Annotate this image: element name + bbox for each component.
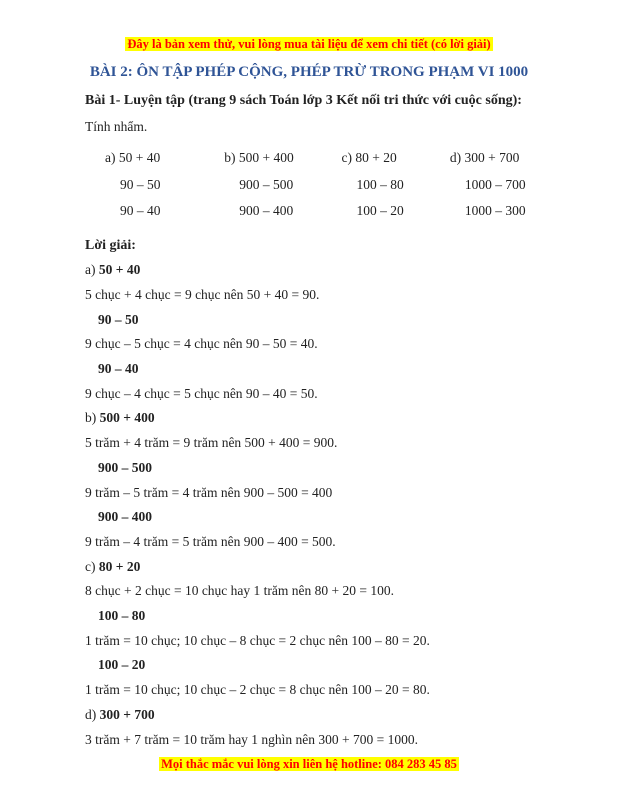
problem-item xyxy=(450,145,578,172)
solution-section xyxy=(85,258,578,752)
problem-expression: 500 + 400 xyxy=(238,150,294,165)
problem-expression: 50 + 40 xyxy=(118,150,161,165)
solution-explain-line: 5 chục + 4 chục = 9 chục nên 50 + 40 = 90. xyxy=(85,286,320,302)
solution-part-line xyxy=(85,555,578,580)
problem-label: d) xyxy=(449,150,465,165)
solution-part-expression: 80 + 20 xyxy=(98,558,141,574)
problem-item xyxy=(342,145,450,172)
solution-part-line xyxy=(85,703,578,728)
solution-explain-line: 1 trăm = 10 chục; 10 chục – 8 chục = 2 chục nên 100 – 80 = 20. xyxy=(85,632,430,648)
solution-explain-line: 9 trăm – 5 trăm = 4 trăm nên 900 – 500 = 400 xyxy=(85,484,333,500)
solution-sub-expression: 90 – 50 xyxy=(98,311,139,327)
solution-subexpr-line xyxy=(85,604,578,629)
problem-item xyxy=(105,145,224,172)
solution-heading: Lời giải: xyxy=(85,237,136,253)
solution-explain-line: 8 chục + 2 chục = 10 chục hay 1 trăm nên 80 + 20 = 100. xyxy=(85,583,395,599)
problem-item: 100 – 80 xyxy=(356,176,404,192)
solution-subexpr-line xyxy=(85,308,578,333)
problem-expression: 300 + 700 xyxy=(464,150,520,165)
problem-column-a xyxy=(105,145,224,225)
hotline-banner xyxy=(0,757,618,772)
document-body xyxy=(0,90,618,752)
solution-sub-expression: 900 – 500 xyxy=(98,459,152,475)
solution-part-expression: 300 + 700 xyxy=(99,706,155,722)
solution-sub-expression: 100 – 80 xyxy=(98,608,146,624)
solution-subexpr-line xyxy=(85,653,578,678)
problem-item: 900 – 400 xyxy=(239,203,294,218)
solution-subexpr-line xyxy=(85,456,578,481)
problem-column-b xyxy=(224,145,341,225)
solution-part-expression: 500 + 400 xyxy=(99,410,155,426)
solution-explain-line: 9 trăm – 4 trăm = 5 trăm nên 900 – 400 = 500. xyxy=(85,533,336,549)
lesson-title: BÀI 2: ÔN TẬP PHÉP CỘNG, PHÉP TRỪ TRONG PHẠM VI 1000 xyxy=(89,64,529,80)
problems-grid xyxy=(105,145,578,225)
problem-expression: 80 + 20 xyxy=(355,150,397,165)
solution-sub-expression: 90 – 40 xyxy=(98,361,139,377)
solution-part-label: c) xyxy=(85,558,99,574)
solution-sub-expression: 100 – 20 xyxy=(98,657,146,673)
solution-sub-expression: 900 – 400 xyxy=(98,509,152,525)
solution-part-label: d) xyxy=(85,706,100,722)
solution-explain-line: 5 trăm + 4 trăm = 9 trăm nên 500 + 400 = 900. xyxy=(85,435,338,451)
solution-explain-line: 9 chục – 5 chục = 4 chục nên 90 – 50 = 40. xyxy=(85,336,318,352)
solution-part-label: a) xyxy=(85,262,99,278)
solution-part-line xyxy=(85,406,578,431)
problem-item xyxy=(224,145,341,172)
problem-label: b) xyxy=(224,150,239,165)
problem-item: 90 – 50 xyxy=(120,176,161,192)
problem-item: 90 – 40 xyxy=(120,203,161,218)
exercise-heading: Bài 1- Luyện tập (trang 9 sách Toán lớp 3 Kết nối tri thức với cuộc sống): xyxy=(85,93,522,108)
instruction-text: Tính nhẩm. xyxy=(85,119,148,134)
solution-part-line xyxy=(85,258,578,283)
solution-explain-line: 1 trăm = 10 chục; 10 chục – 2 chục = 8 chục nên 100 – 20 = 80. xyxy=(85,682,430,698)
problem-label: c) xyxy=(341,150,356,165)
preview-banner xyxy=(0,0,618,52)
solution-explain-line: 3 trăm + 7 trăm = 10 trăm hay 1 nghìn nên 300 + 700 = 1000. xyxy=(85,731,419,747)
problem-label: a) xyxy=(105,150,119,165)
problem-item: 900 – 500 xyxy=(239,176,294,192)
problem-column-c xyxy=(342,145,450,225)
solution-part-expression: 50 + 40 xyxy=(98,262,141,278)
problem-item: 1000 – 300 xyxy=(464,203,526,218)
solution-subexpr-line xyxy=(85,357,578,382)
problem-column-d xyxy=(450,145,578,225)
solution-subexpr-line xyxy=(85,505,578,530)
problem-item: 100 – 20 xyxy=(356,203,404,218)
preview-banner-text: Đây là bản xem thử, vui lòng mua tài liệu để xem chi tiết (có lời giải) xyxy=(127,37,491,51)
problem-item: 1000 – 700 xyxy=(464,176,526,192)
solution-part-label: b) xyxy=(85,410,100,426)
solution-explain-line: 9 chục – 4 chục = 5 chục nên 90 – 40 = 50. xyxy=(85,385,318,401)
hotline-banner-text: Mọi thắc mắc vui lòng xin liên hệ hotline: 084 283 45 85 xyxy=(161,757,457,772)
